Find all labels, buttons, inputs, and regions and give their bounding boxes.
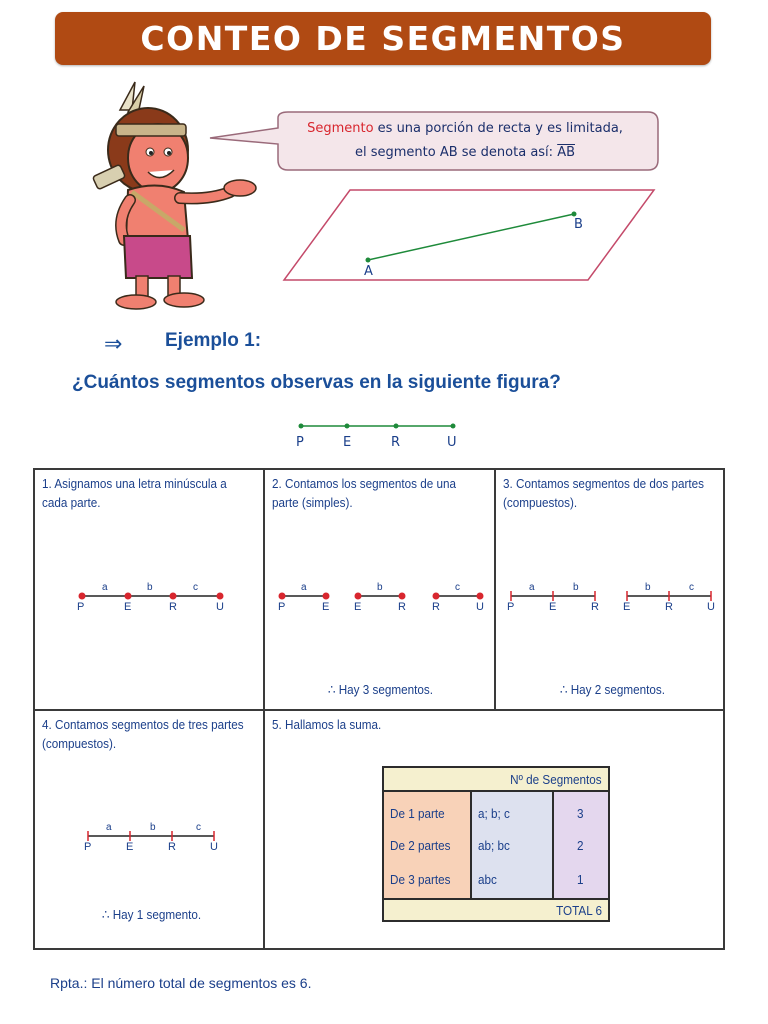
part-b: b [150,822,156,833]
arrow-icon: ⇒ [104,332,123,357]
definition-line2: el segmento AB se denota así: [354,145,558,160]
step-3-diagram [503,578,723,614]
part-a: a [301,582,307,593]
point-e: E [124,601,132,613]
step-3-line1: 3. Contamos segmentos de dos partes [503,476,704,491]
point-b-label: B [574,217,583,232]
step-5-line1: 5. Hallamos la suma. [272,717,382,732]
part-c: c [455,582,460,593]
point-r: R [591,601,599,613]
step-2-line1: 2. Contamos los segmentos de una [272,476,457,491]
point-r: R [169,601,177,613]
step-4-conclusion: ∴ Hay 1 segmento. [102,907,202,922]
table-row-1-segments: a; b; c [478,806,510,821]
peru-line-diagram [285,418,475,454]
part-c: c [196,822,201,833]
table-row-3-label: De 3 partes [390,872,451,887]
point-a-label: A [364,264,373,279]
step-3-conclusion: ∴ Hay 2 segmentos. [560,682,666,697]
part-c: c [689,582,694,593]
part-a: a [529,582,535,593]
table-row-2-count: 2 [577,838,584,853]
example-label: Ejemplo 1: [165,330,262,351]
table-row-2-segments: ab; bc [478,838,510,853]
plane-diagram [282,188,660,284]
point-r: R [168,841,176,853]
part-a: a [106,822,112,833]
table-row-3-count: 1 [577,872,584,887]
step-1-text [42,474,227,512]
grid-divider [494,468,496,711]
example-question: ¿Cuántos segmentos observas en la siguiente figura? [72,372,561,393]
step-4-line2: (compuestos). [42,736,117,751]
step-2-conclusion: ∴ Hay 3 segmentos. [328,682,434,697]
definition-text [270,117,660,165]
point-p: P [84,841,92,853]
point-r: R [398,601,406,613]
sum-table-footer [384,898,608,920]
final-answer: Rpta.: El número total de segmentos es 6. [50,975,312,991]
point-p: P [507,601,515,613]
point-u: U [476,601,484,613]
point-e: E [549,601,557,613]
step-3-line2: (compuestos). [503,495,578,510]
definition-keyword: Segmento [307,121,374,136]
point-p: P [296,435,304,450]
sum-table-header [384,768,608,792]
point-p: P [278,601,286,613]
point-r: R [391,435,401,450]
table-row-3-segments: abc [478,872,497,887]
point-u: U [216,601,224,613]
sum-table [382,766,610,922]
step-1-line1: 1. Asignamos una letra minúscula a [42,476,227,491]
part-b: b [645,582,651,593]
table-row-1-label: De 1 parte [390,806,445,821]
part-b: b [377,582,383,593]
step-2-diagram [272,578,492,614]
step-2-text [272,474,456,512]
point-u: U [707,601,715,613]
step-1-diagram [70,578,230,614]
part-b: b [573,582,579,593]
step-5-text [272,715,381,734]
point-p: P [77,601,85,613]
grid-divider [33,709,725,711]
step-4-text [42,715,244,753]
step-4-diagram [80,818,230,854]
step-3-text [503,474,704,512]
point-r: R [432,601,440,613]
page-title: CONTEO DE SEGMENTOS [140,19,626,58]
step-4-line1: 4. Contamos segmentos de tres partes [42,717,244,732]
part-c: c [193,582,198,593]
segment-notation: $\overline{AB}$ [557,145,575,160]
point-u: U [447,435,457,450]
title-banner [55,12,711,65]
point-r: R [665,601,673,613]
part-b: b [147,582,153,593]
step-2-line2: parte (simples). [272,495,353,510]
point-e: E [623,601,631,613]
point-e: E [354,601,362,613]
sum-table-header-label: Nº de Segmentos [510,772,602,787]
table-row-1-count: 3 [577,806,584,821]
point-e: E [343,435,352,450]
part-a: a [102,582,108,593]
definition-line1: es una porción de recta y es limitada, [373,121,623,136]
table-row-2-label: De 2 partes [390,838,451,853]
point-e: E [126,841,134,853]
step-1-line2: cada parte. [42,495,101,510]
point-u: U [210,841,218,853]
point-e: E [322,601,330,613]
sum-table-total: TOTAL 6 [556,903,602,918]
